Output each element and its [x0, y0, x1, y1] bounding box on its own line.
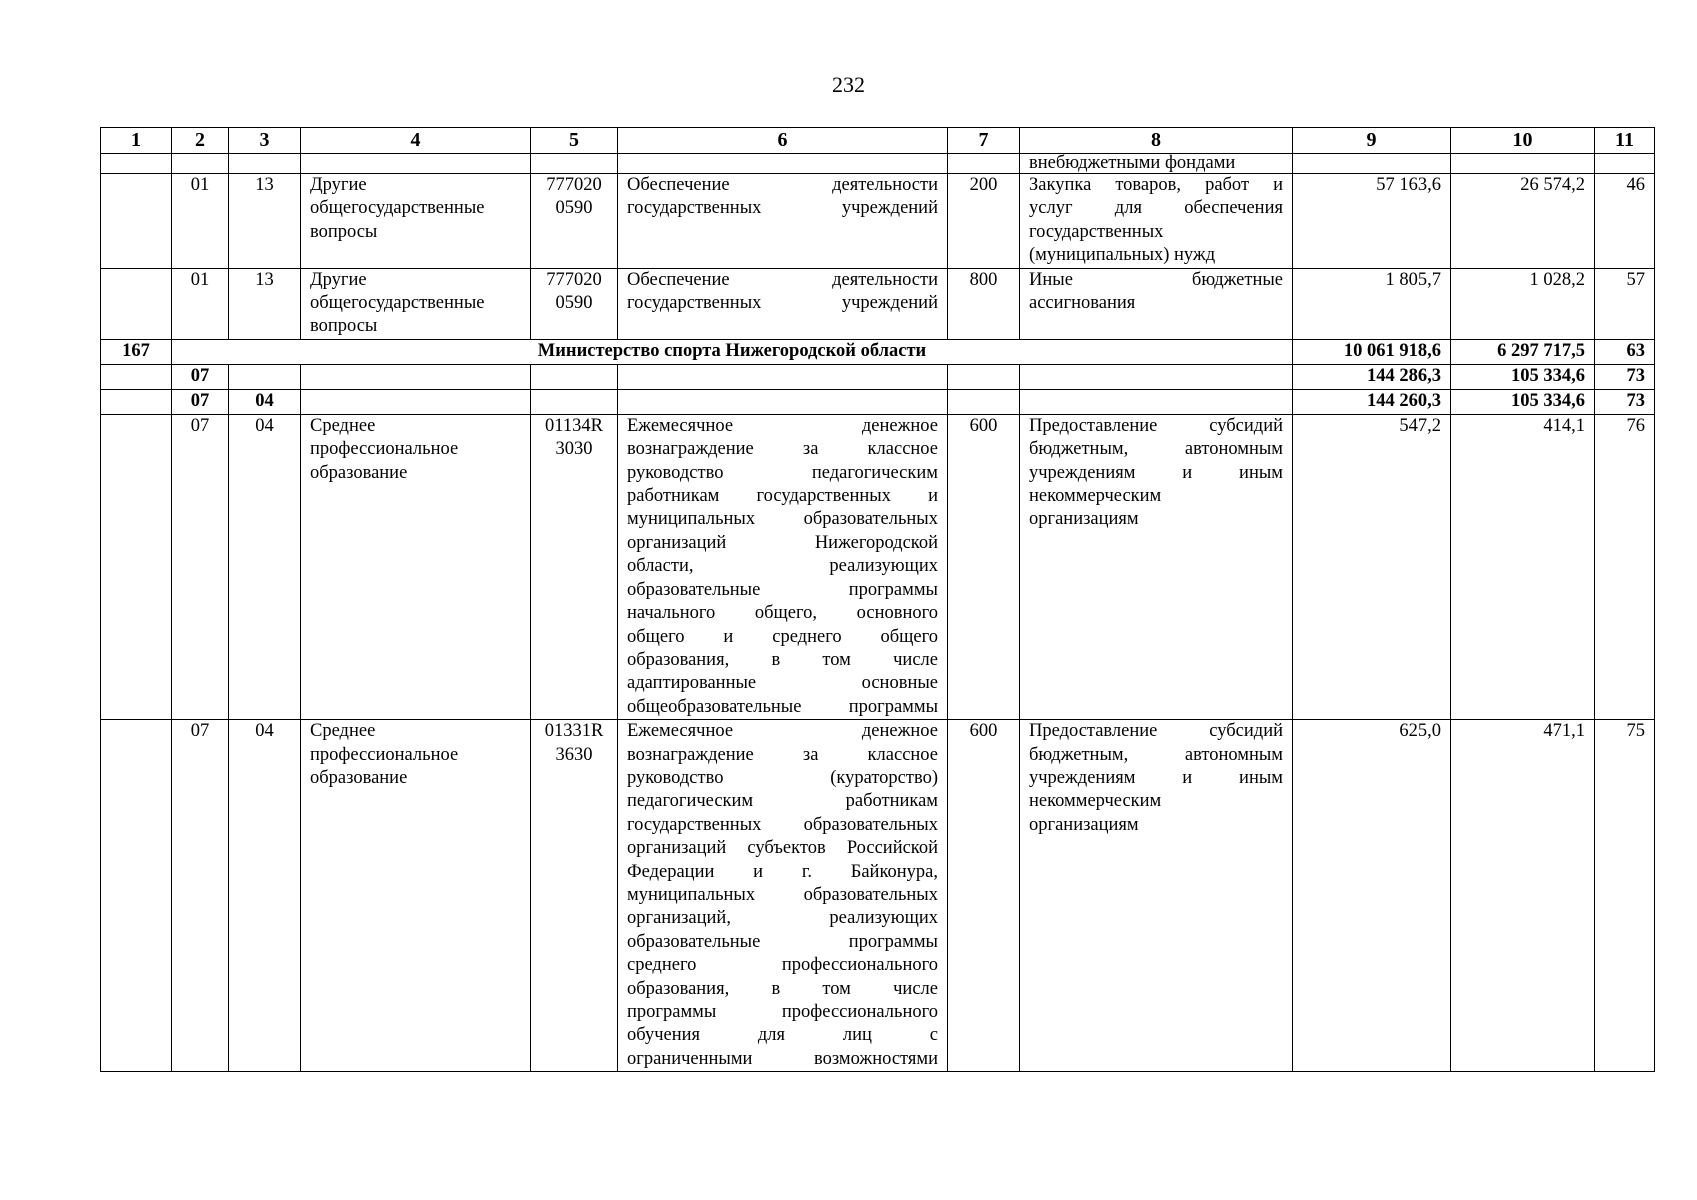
cell-expense-name-line: некоммерческим — [1029, 486, 1162, 507]
cell-target-name-line: педагогическим работникам — [627, 791, 938, 812]
cell-expense-name-line: Иные бюджетные — [1029, 269, 1283, 290]
cell-target-name-line: муниципальных образовательных — [627, 509, 938, 530]
cell-expense-type: 600 — [948, 720, 1020, 1072]
cell-empty — [531, 154, 618, 174]
header-cell: 5 — [531, 128, 618, 154]
cell-target-name-line: государственных учреждений — [627, 198, 938, 219]
cell-target-name-line: муниципальных образовательных — [627, 884, 938, 905]
cell-target-name — [618, 414, 948, 719]
cell-target-name-line: вознаграждение за классное — [627, 744, 938, 765]
cell-empty — [101, 414, 172, 719]
cell-amount-plan: 10 061 918,6 — [1293, 339, 1451, 364]
cell-empty — [531, 389, 618, 414]
cell-amount-actual: 26 574,2 — [1451, 174, 1595, 269]
cell-expense-name-line: Предоставление субсидий — [1029, 721, 1283, 742]
cell-target-name-line: образовательные программы — [627, 931, 938, 952]
cell-expense-name-line: Предоставление субсидий — [1029, 415, 1283, 436]
cell-empty — [301, 364, 531, 389]
cell-percent: 73 — [1595, 364, 1655, 389]
cell-expense-name-line: организациям — [1029, 814, 1139, 835]
table-row — [101, 414, 1655, 719]
cell-target-name-line: руководство (кураторство) — [627, 767, 938, 788]
cell-empty — [1595, 154, 1655, 174]
table-row — [101, 720, 1655, 1072]
cell-section: 07 — [172, 720, 229, 1072]
cell-subsection-name-line: Другие — [310, 269, 367, 290]
cell-target-article-line: 3630 — [555, 744, 593, 765]
header-cell: 2 — [172, 128, 229, 154]
cell-section: 07 — [172, 414, 229, 719]
cell-empty — [948, 154, 1020, 174]
table-row-continuation — [101, 154, 1655, 174]
cell-expense-name-line: бюджетным, автономным — [1029, 744, 1283, 765]
cell-expense-name-line: (муниципальных) нужд — [1029, 245, 1216, 266]
cell-target-article — [531, 720, 618, 1072]
cell-amount-plan: 625,0 — [1293, 720, 1451, 1072]
cell-subsection — [229, 364, 301, 389]
cell-target-name-line: Обеспечение деятельности — [627, 269, 938, 290]
cell-subsection-name-line: образование — [310, 462, 408, 483]
cell-target-article-line: 777020 — [546, 269, 602, 290]
cell-empty — [1293, 154, 1451, 174]
cell-empty — [1020, 364, 1293, 389]
cell-target-name-line: обучения для лиц с — [627, 1025, 938, 1046]
cell-target-name-line: Ежемесячное денежное — [627, 415, 938, 436]
cell-subsection: 04 — [229, 389, 301, 414]
header-cell: 4 — [301, 128, 531, 154]
header-cell: 7 — [948, 128, 1020, 154]
cell-percent: 75 — [1595, 720, 1655, 1072]
cell-expense-name-line: Закупка товаров, работ и — [1029, 175, 1283, 195]
table-header-row — [101, 128, 1655, 154]
header-cell: 9 — [1293, 128, 1451, 154]
cell-empty — [948, 389, 1020, 414]
cell-percent: 73 — [1595, 389, 1655, 414]
cell-target-name — [618, 174, 948, 269]
cell-target-name-line: среднего профессионального — [627, 955, 938, 976]
cell-empty — [172, 154, 229, 174]
header-cell: 11 — [1595, 128, 1655, 154]
cell-target-name-line: общего и среднего общего — [627, 626, 938, 647]
budget-table — [100, 127, 1655, 1072]
cell-subsection-name — [301, 174, 531, 269]
cell-subsection: 13 — [229, 174, 301, 269]
cell-expense-name-line: бюджетным, автономным — [1029, 439, 1283, 460]
cell-amount-actual: 6 297 717,5 — [1451, 339, 1595, 364]
cell-target-name-line: вознаграждение за классное — [627, 439, 938, 460]
cell-target-article-line: 777020 — [546, 175, 602, 195]
cell-empty — [301, 389, 531, 414]
header-cell: 1 — [101, 128, 172, 154]
cell-empty — [229, 154, 301, 174]
cell-subsection-name-line: образование — [310, 767, 408, 788]
cell-empty — [618, 154, 948, 174]
cell-subsection-name — [301, 268, 531, 339]
cell-target-name-line: организаций, реализующих — [627, 908, 938, 929]
cell-target-article-line: 01134R — [545, 415, 603, 436]
cell-target-name-line: образовательные программы — [627, 579, 938, 600]
cell-amount-plan: 57 163,6 — [1293, 174, 1451, 269]
cell-amount-plan: 144 286,3 — [1293, 364, 1451, 389]
cell-amount-actual: 471,1 — [1451, 720, 1595, 1072]
table-row-section — [101, 389, 1655, 414]
cell-target-name-line: образования, в том числе — [627, 978, 938, 999]
cell-purpose: внебюджетными фондами — [1020, 154, 1293, 174]
cell-section: 01 — [172, 268, 229, 339]
cell-subsection-name-line: общегосударственные — [310, 293, 485, 314]
cell-percent: 63 — [1595, 339, 1655, 364]
cell-subsection-name-line: вопросы — [310, 316, 378, 337]
cell-expense-name — [1020, 414, 1293, 719]
cell-target-name-line: адаптированные основные — [627, 673, 938, 694]
cell-ministry-code: 167 — [101, 339, 172, 364]
table-row-section — [101, 364, 1655, 389]
cell-target-name-line: руководство педагогическим — [627, 462, 938, 483]
cell-empty — [1020, 389, 1293, 414]
cell-target-name-line: программы профессионального — [627, 1002, 938, 1022]
cell-subsection-name-line: Другие — [310, 175, 367, 195]
cell-empty — [101, 154, 172, 174]
cell-ministry-title: Министерство спорта Нижегородской области — [172, 339, 1293, 364]
cell-amount-plan: 144 260,3 — [1293, 389, 1451, 414]
cell-empty — [948, 364, 1020, 389]
cell-expense-name-line: ассигнования — [1029, 293, 1136, 314]
cell-percent: 76 — [1595, 414, 1655, 719]
cell-subsection: 04 — [229, 720, 301, 1072]
cell-subsection-name-line: общегосударственные — [310, 198, 485, 219]
cell-target-article — [531, 268, 618, 339]
cell-target-name-line: государственных учреждений — [627, 293, 938, 314]
cell-amount-actual: 105 334,6 — [1451, 389, 1595, 414]
cell-expense-name — [1020, 174, 1293, 269]
cell-expense-type: 800 — [948, 268, 1020, 339]
cell-expense-name-line: государственных — [1029, 221, 1164, 242]
table-row-ministry — [101, 339, 1655, 364]
cell-target-name-line: Ежемесячное денежное — [627, 721, 938, 742]
cell-empty — [101, 720, 172, 1072]
cell-target-name — [618, 268, 948, 339]
cell-empty — [101, 389, 172, 414]
cell-empty — [101, 268, 172, 339]
cell-target-article-line: 01331R — [544, 721, 604, 742]
cell-percent: 57 — [1595, 268, 1655, 339]
cell-amount-actual: 414,1 — [1451, 414, 1595, 719]
cell-subsection: 13 — [229, 268, 301, 339]
cell-empty — [101, 364, 172, 389]
cell-empty — [1451, 154, 1595, 174]
cell-target-name-line: образования, в том числе — [627, 649, 938, 670]
cell-target-article — [531, 414, 618, 719]
cell-expense-type: 200 — [948, 174, 1020, 269]
table-row — [101, 174, 1655, 269]
cell-target-name-line: организаций Нижегородской — [627, 532, 938, 553]
cell-amount-plan: 1 805,7 — [1293, 268, 1451, 339]
cell-target-name-line: общеобразовательные программы — [627, 696, 938, 717]
table-row — [101, 268, 1655, 339]
cell-expense-name-line: учреждениям и иным — [1029, 462, 1283, 483]
cell-section: 07 — [172, 389, 229, 414]
cell-target-name-line: ограниченными возможностями — [627, 1048, 938, 1069]
header-cell: 8 — [1020, 128, 1293, 154]
cell-target-name-line: организаций субъектов Российской — [627, 838, 938, 859]
cell-subsection-name-line: вопросы — [310, 221, 378, 242]
cell-expense-name-line: учреждениям и иным — [1029, 767, 1283, 788]
cell-subsection-name-line: профессиональное — [310, 439, 459, 460]
cell-target-article-line: 0590 — [555, 198, 593, 219]
cell-subsection-name-line: Среднее — [310, 415, 376, 436]
cell-empty — [618, 364, 948, 389]
cell-subsection: 04 — [229, 414, 301, 719]
cell-empty — [618, 389, 948, 414]
cell-target-article-line: 0590 — [555, 293, 593, 314]
cell-target-name-line: области, реализующих — [627, 556, 938, 577]
cell-expense-name — [1020, 720, 1293, 1072]
cell-section: 01 — [172, 174, 229, 269]
cell-empty — [101, 174, 172, 269]
cell-expense-name — [1020, 268, 1293, 339]
cell-subsection-name-line: Среднее — [310, 721, 376, 742]
cell-subsection-name — [301, 414, 531, 719]
page-number: 232 — [832, 72, 865, 97]
cell-empty — [301, 154, 531, 174]
cell-amount-plan: 547,2 — [1293, 414, 1451, 719]
cell-target-name-line: государственных образовательных — [627, 814, 938, 835]
cell-target-name-line: работникам государственных и — [627, 486, 938, 507]
cell-target-article — [531, 174, 618, 269]
cell-target-name-line: Федерации и г. Байконура, — [627, 861, 938, 882]
header-cell: 3 — [229, 128, 301, 154]
cell-subsection-name — [301, 720, 531, 1072]
cell-expense-name-line: некоммерческим — [1029, 791, 1162, 812]
cell-amount-actual: 1 028,2 — [1451, 268, 1595, 339]
cell-target-article-line: 3030 — [555, 439, 593, 460]
cell-target-name-line: начального общего, основного — [627, 603, 938, 624]
cell-expense-name-line: организациям — [1029, 509, 1139, 530]
cell-empty — [531, 364, 618, 389]
cell-percent: 46 — [1595, 174, 1655, 269]
header-cell: 6 — [618, 128, 948, 154]
cell-expense-name-line: услуг для обеспечения — [1029, 198, 1283, 219]
header-cell: 10 — [1451, 128, 1595, 154]
cell-expense-type: 600 — [948, 414, 1020, 719]
cell-target-name — [618, 720, 948, 1072]
cell-section: 07 — [172, 364, 229, 389]
cell-amount-actual: 105 334,6 — [1451, 364, 1595, 389]
cell-subsection-name-line: профессиональное — [310, 744, 459, 765]
cell-target-name-line: Обеспечение деятельности — [627, 175, 938, 195]
